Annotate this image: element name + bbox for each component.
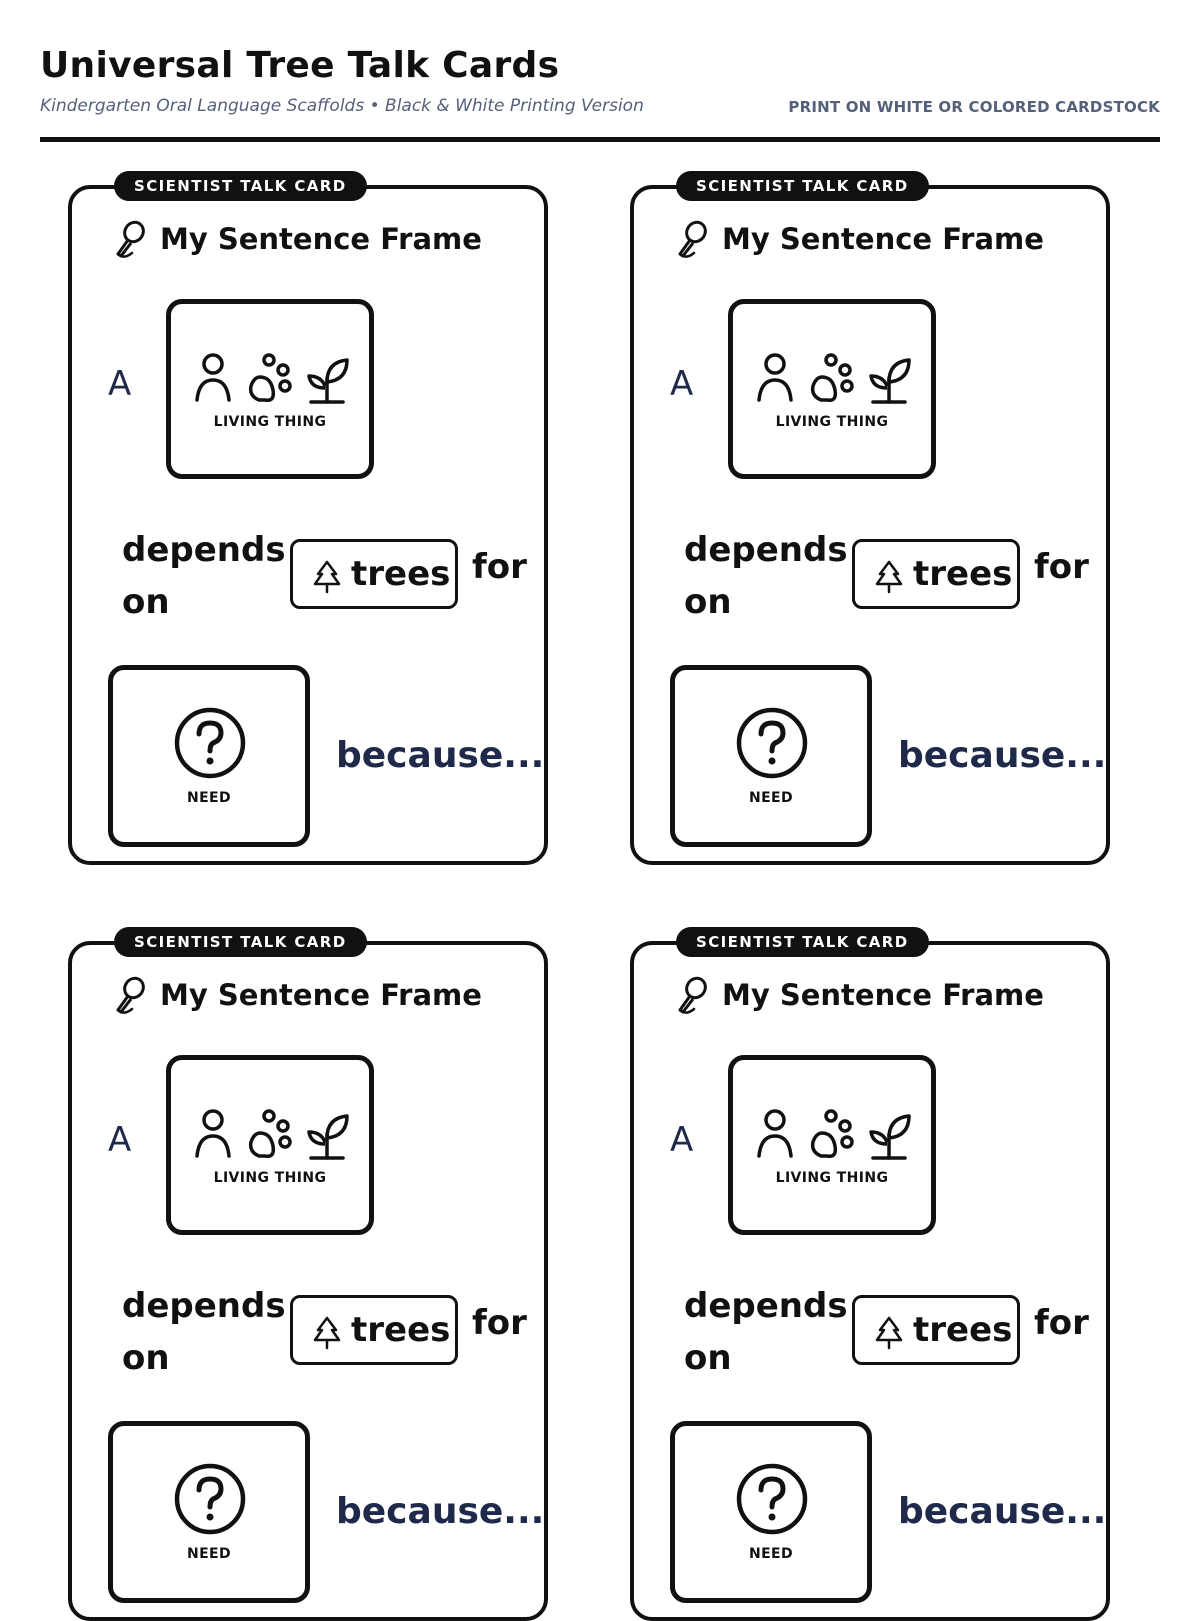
need-box	[670, 1421, 872, 1603]
print-note: PRINT ON WHITE OR COLORED CARDSTOCK	[788, 98, 1160, 116]
card-tag: SCIENTIST TALK CARD	[114, 171, 367, 201]
microphone-icon	[112, 219, 148, 259]
trees-text: trees	[351, 1310, 451, 1350]
frame-title-text: My Sentence Frame	[722, 222, 1044, 256]
person-icon	[197, 355, 229, 400]
trees-text: trees	[913, 1310, 1013, 1350]
because-text: because...	[336, 1491, 545, 1532]
trees-text: trees	[351, 554, 451, 594]
animal-paw-icon	[813, 355, 852, 400]
page-subtitle: Kindergarten Oral Language Scaffolds • Black & White Printing Version	[40, 96, 644, 116]
word-for: for	[1034, 1303, 1089, 1343]
depends-on-text: depends on	[684, 1286, 848, 1378]
header-divider	[40, 137, 1160, 142]
microphone-icon	[674, 219, 710, 259]
because-text: because...	[898, 1491, 1107, 1532]
trees-chip	[290, 539, 458, 609]
word-a: A	[108, 364, 132, 404]
living-thing-label: LIVING THING	[775, 1170, 889, 1186]
depends-on-text: depends on	[684, 530, 848, 622]
word-for: for	[1034, 547, 1089, 587]
need-label: NEED	[186, 790, 232, 806]
plant-sprout-icon	[309, 360, 347, 402]
plant-sprout-icon	[309, 1116, 347, 1158]
microphone-icon	[112, 975, 148, 1015]
need-label: NEED	[186, 1546, 232, 1562]
question-mark-icon	[735, 706, 809, 780]
living-things-icons	[193, 1108, 357, 1164]
talk-card	[630, 177, 1110, 865]
card-tag: SCIENTIST TALK CARD	[114, 927, 367, 957]
living-thing-box	[166, 299, 374, 479]
question-mark-icon	[735, 1462, 809, 1536]
tree-icon	[873, 1316, 905, 1350]
living-thing-box	[166, 1055, 374, 1235]
living-thing-box	[728, 1055, 936, 1235]
card-tag: SCIENTIST TALK CARD	[676, 171, 929, 201]
talk-card	[68, 933, 548, 1621]
need-box	[670, 665, 872, 847]
talk-card	[630, 933, 1110, 1621]
person-icon	[197, 1111, 229, 1156]
microphone-icon	[674, 975, 710, 1015]
frame-title-text: My Sentence Frame	[160, 222, 482, 256]
frame-title-text: My Sentence Frame	[722, 978, 1044, 1012]
person-icon	[759, 1111, 791, 1156]
living-thing-label: LIVING THING	[213, 414, 327, 430]
trees-chip	[852, 539, 1020, 609]
need-label: NEED	[748, 1546, 794, 1562]
living-thing-box	[728, 299, 936, 479]
card-tag: SCIENTIST TALK CARD	[676, 927, 929, 957]
person-icon	[759, 355, 791, 400]
need-label: NEED	[748, 790, 794, 806]
animal-paw-icon	[251, 1111, 290, 1156]
animal-paw-icon	[813, 1111, 852, 1156]
need-box	[108, 665, 310, 847]
subtitle-row	[40, 96, 1160, 122]
trees-chip	[290, 1295, 458, 1365]
word-a: A	[670, 364, 694, 404]
word-a: A	[108, 1120, 132, 1160]
frame-title-text: My Sentence Frame	[160, 978, 482, 1012]
question-mark-icon	[173, 1462, 247, 1536]
depends-on-text: depends on	[122, 530, 286, 622]
tree-icon	[311, 1316, 343, 1350]
depends-on-text: depends on	[122, 1286, 286, 1378]
word-for: for	[472, 547, 527, 587]
plant-sprout-icon	[871, 1116, 909, 1158]
living-things-icons	[755, 352, 919, 408]
tree-icon	[873, 560, 905, 594]
tree-icon	[311, 560, 343, 594]
word-a: A	[670, 1120, 694, 1160]
living-things-icons	[193, 352, 357, 408]
animal-paw-icon	[251, 355, 290, 400]
page-header	[40, 40, 1160, 122]
need-box	[108, 1421, 310, 1603]
talk-card	[68, 177, 548, 865]
page-title: Universal Tree Talk Cards	[40, 45, 560, 86]
trees-chip	[852, 1295, 1020, 1365]
living-thing-label: LIVING THING	[213, 1170, 327, 1186]
living-things-icons	[755, 1108, 919, 1164]
plant-sprout-icon	[871, 360, 909, 402]
trees-text: trees	[913, 554, 1013, 594]
because-text: because...	[898, 735, 1107, 776]
because-text: because...	[336, 735, 545, 776]
question-mark-icon	[173, 706, 247, 780]
word-for: for	[472, 1303, 527, 1343]
living-thing-label: LIVING THING	[775, 414, 889, 430]
